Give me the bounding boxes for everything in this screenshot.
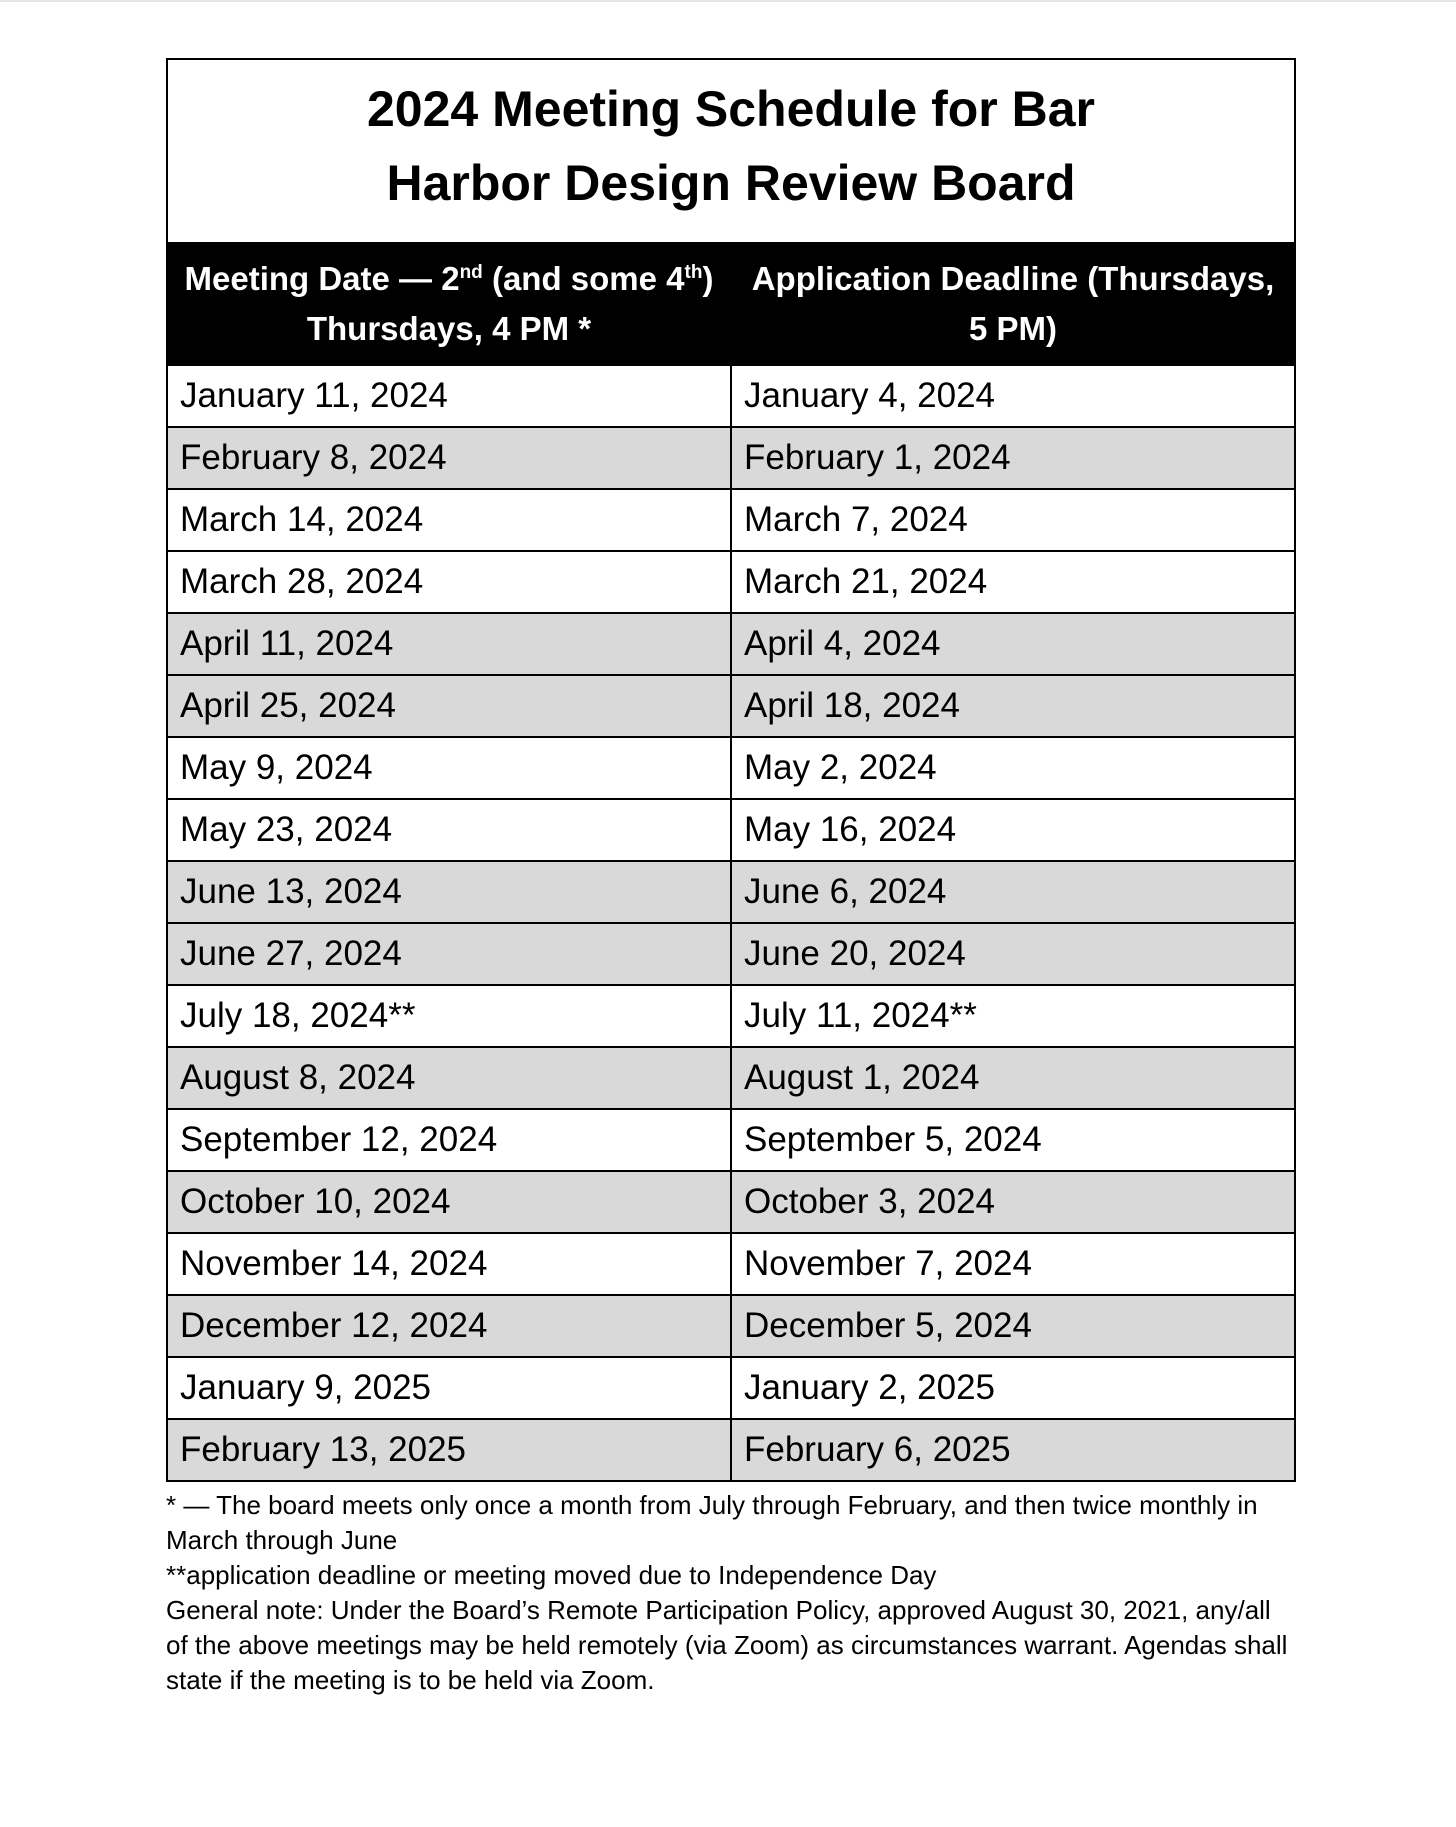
application-deadline-cell: January 2, 2025: [731, 1357, 1295, 1419]
meeting-date-cell: June 27, 2024: [167, 923, 731, 985]
table-row: [167, 799, 1295, 861]
application-deadline-cell: June 20, 2024: [731, 923, 1295, 985]
meeting-date-cell: February 8, 2024: [167, 427, 731, 489]
meeting-date-cell: January 9, 2025: [167, 1357, 731, 1419]
application-deadline-cell: February 1, 2024: [731, 427, 1295, 489]
table-row: [167, 923, 1295, 985]
footnote-remote-participation: General note: Under the Board’s Remote Participation Policy, approved August 30, 2021, any/all of the above meetings may be held remotely (via Zoom) as circumstances warrant. Agendas shall state if the meeting is to be held via Zoom.: [166, 1595, 1288, 1695]
meeting-date-cell: June 13, 2024: [167, 861, 731, 923]
application-deadline-cell: July 11, 2024**: [731, 985, 1295, 1047]
meeting-date-cell: July 18, 2024**: [167, 985, 731, 1047]
application-deadline-cell: November 7, 2024: [731, 1233, 1295, 1295]
application-deadline-cell: April 18, 2024: [731, 675, 1295, 737]
application-deadline-cell: April 4, 2024: [731, 613, 1295, 675]
table-row: [167, 1171, 1295, 1233]
table-row: [167, 365, 1295, 427]
meeting-date-cell: March 14, 2024: [167, 489, 731, 551]
footnotes: [166, 1488, 1296, 1698]
application-deadline-cell: June 6, 2024: [731, 861, 1295, 923]
table-row: [167, 985, 1295, 1047]
table-header-row: [167, 243, 1295, 365]
table-row: [167, 427, 1295, 489]
meeting-date-cell: October 10, 2024: [167, 1171, 731, 1233]
table-row: [167, 551, 1295, 613]
table-row: [167, 489, 1295, 551]
application-deadline-cell: March 7, 2024: [731, 489, 1295, 551]
table-row: [167, 737, 1295, 799]
meeting-date-cell: December 12, 2024: [167, 1295, 731, 1357]
page-title: 2024 Meeting Schedule for Bar Harbor Design Review Board: [366, 81, 1095, 211]
meeting-date-cell: August 8, 2024: [167, 1047, 731, 1109]
application-deadline-header: Application Deadline (Thursdays, 5 PM): [731, 243, 1295, 365]
footnote-once-monthly: * — The board meets only once a month from July through February, and then twice monthly in March through June: [166, 1490, 1258, 1555]
table-row: [167, 613, 1295, 675]
application-deadline-cell: March 21, 2024: [731, 551, 1295, 613]
application-deadline-cell: February 6, 2025: [731, 1419, 1295, 1481]
meeting-date-cell: November 14, 2024: [167, 1233, 731, 1295]
application-deadline-cell: December 5, 2024: [731, 1295, 1295, 1357]
table-row: [167, 1047, 1295, 1109]
schedule-document: [166, 58, 1296, 1698]
application-deadline-cell: October 3, 2024: [731, 1171, 1295, 1233]
table-row: [167, 1109, 1295, 1171]
application-deadline-cell: January 4, 2024: [731, 365, 1295, 427]
application-deadline-cell: September 5, 2024: [731, 1109, 1295, 1171]
table-row: [167, 1295, 1295, 1357]
meeting-date-cell: September 12, 2024: [167, 1109, 731, 1171]
meeting-date-cell: April 25, 2024: [167, 675, 731, 737]
meeting-date-cell: April 11, 2024: [167, 613, 731, 675]
meeting-date-cell: March 28, 2024: [167, 551, 731, 613]
table-row: [167, 861, 1295, 923]
title-box: [166, 58, 1296, 242]
table-row: [167, 675, 1295, 737]
page-top-edge: [0, 0, 1456, 2]
footnote-independence-day: **application deadline or meeting moved due to Independence Day: [166, 1560, 937, 1590]
meeting-date-header: Meeting Date — 2nd (and some 4th) Thursdays, 4 PM *: [167, 243, 731, 365]
schedule-body: [167, 365, 1295, 1481]
meeting-date-cell: May 23, 2024: [167, 799, 731, 861]
meeting-date-cell: May 9, 2024: [167, 737, 731, 799]
schedule-table: [166, 242, 1296, 1482]
table-row: [167, 1233, 1295, 1295]
application-deadline-cell: May 16, 2024: [731, 799, 1295, 861]
table-row: [167, 1357, 1295, 1419]
application-deadline-cell: May 2, 2024: [731, 737, 1295, 799]
meeting-date-cell: February 13, 2025: [167, 1419, 731, 1481]
table-row: [167, 1419, 1295, 1481]
application-deadline-cell: August 1, 2024: [731, 1047, 1295, 1109]
meeting-date-cell: January 11, 2024: [167, 365, 731, 427]
